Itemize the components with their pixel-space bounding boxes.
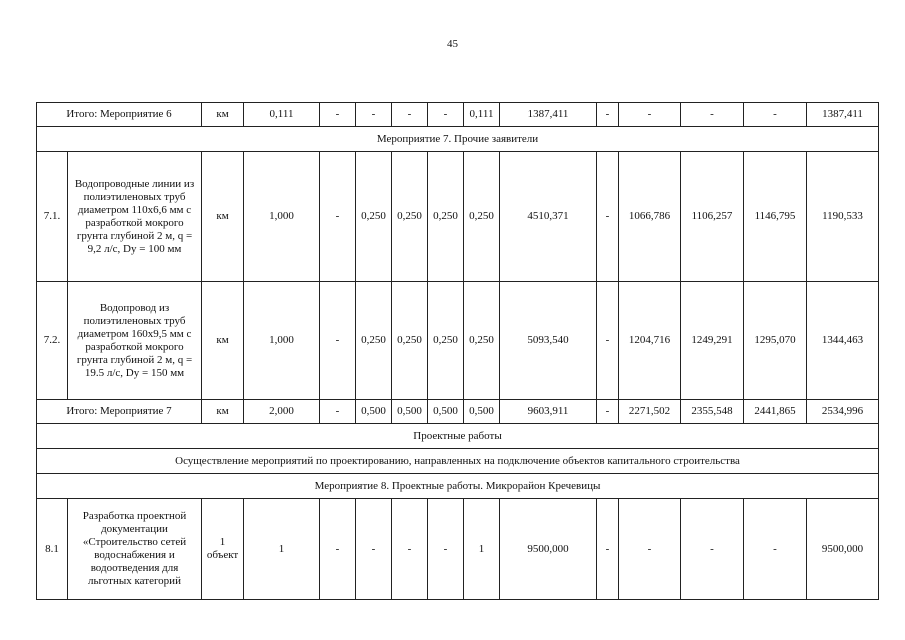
- value-cell: -: [392, 103, 428, 127]
- total-cell: 4510,371: [500, 152, 597, 282]
- table-row-item-8-1: [37, 499, 879, 600]
- value-cell: 0,250: [356, 282, 392, 400]
- value-cell: -: [428, 103, 464, 127]
- value-cell: -: [320, 103, 356, 127]
- value-cell: 0,250: [392, 152, 428, 282]
- table-row-total-7: [37, 400, 879, 424]
- value-cell: 1190,533: [807, 152, 879, 282]
- qty-cell: 1: [244, 499, 320, 600]
- value-cell: 0,250: [464, 282, 500, 400]
- value-cell: 2355,548: [681, 400, 744, 424]
- value-cell: 2271,502: [619, 400, 681, 424]
- budget-table: [36, 102, 879, 600]
- table-row-header-7: [37, 127, 879, 152]
- value-cell: 0,250: [464, 152, 500, 282]
- value-cell: 1106,257: [681, 152, 744, 282]
- value-cell: 1: [464, 499, 500, 600]
- value-cell: 0,250: [356, 152, 392, 282]
- value-cell: 1295,070: [744, 282, 807, 400]
- section-header: Мероприятие 7. Прочие заявители: [37, 127, 879, 152]
- value-cell: -: [320, 400, 356, 424]
- value-cell: -: [320, 499, 356, 600]
- total-cell: 9500,000: [500, 499, 597, 600]
- value-cell: 0,500: [464, 400, 500, 424]
- total-cell: 9603,911: [500, 400, 597, 424]
- total-cell: 1387,411: [500, 103, 597, 127]
- row-description: Водопровод из полиэтиленовых труб диаметром 160х9,5 мм с разработкой мокрого грунта глубиной 2 м, q = 19.5 л/с, Dy = 150 мм: [68, 282, 202, 400]
- value-cell: 0,500: [428, 400, 464, 424]
- value-cell: 1204,716: [619, 282, 681, 400]
- unit-cell: 1 объект: [202, 499, 244, 600]
- value-cell: -: [597, 282, 619, 400]
- value-cell: -: [320, 282, 356, 400]
- value-cell: 2441,865: [744, 400, 807, 424]
- row-number: 8.1: [37, 499, 68, 600]
- value-cell: 1146,795: [744, 152, 807, 282]
- table-row-total-6: [37, 103, 879, 127]
- value-cell: -: [597, 499, 619, 600]
- qty-cell: 0,111: [244, 103, 320, 127]
- value-cell: -: [356, 103, 392, 127]
- value-cell: -: [619, 103, 681, 127]
- value-cell: 0,500: [392, 400, 428, 424]
- value-cell: -: [392, 499, 428, 600]
- value-cell: 1249,291: [681, 282, 744, 400]
- unit-cell: км: [202, 400, 244, 424]
- row-label: Итого: Мероприятие 7: [37, 400, 202, 424]
- value-cell: 0,500: [356, 400, 392, 424]
- row-number: 7.2.: [37, 282, 68, 400]
- row-description: Разработка проектной документации «Строительство сетей водоснабжения и водоотведения для льготных категорий: [68, 499, 202, 600]
- unit-cell: км: [202, 103, 244, 127]
- table-row-section-design: [37, 424, 879, 449]
- row-number: 7.1.: [37, 152, 68, 282]
- row-description: Водопроводные линии из полиэтиленовых труб диаметром 110х6,6 мм с разработкой мокрого грунта глубиной 2 м, q = 9,2 л/с, Dy = 100 мм: [68, 152, 202, 282]
- value-cell: -: [744, 103, 807, 127]
- value-cell: -: [619, 499, 681, 600]
- value-cell: 2534,996: [807, 400, 879, 424]
- table-row-section-design-desc: [37, 449, 879, 474]
- table-row-item-7-1: [37, 152, 879, 282]
- value-cell: 0,250: [392, 282, 428, 400]
- value-cell: -: [744, 499, 807, 600]
- value-cell: -: [681, 103, 744, 127]
- total-cell: 5093,540: [500, 282, 597, 400]
- value-cell: -: [356, 499, 392, 600]
- qty-cell: 2,000: [244, 400, 320, 424]
- value-cell: 9500,000: [807, 499, 879, 600]
- qty-cell: 1,000: [244, 152, 320, 282]
- value-cell: -: [428, 499, 464, 600]
- row-label: Итого: Мероприятие 6: [37, 103, 202, 127]
- qty-cell: 1,000: [244, 282, 320, 400]
- section-description: Осуществление мероприятий по проектированию, направленных на подключение объектов капитального строительства: [37, 449, 879, 474]
- value-cell: -: [597, 103, 619, 127]
- value-cell: 0,250: [428, 282, 464, 400]
- section-header: Мероприятие 8. Проектные работы. Микрорайон Кречевицы: [37, 474, 879, 499]
- value-cell: 1066,786: [619, 152, 681, 282]
- value-cell: -: [597, 400, 619, 424]
- table-row-header-8: [37, 474, 879, 499]
- unit-cell: км: [202, 282, 244, 400]
- table-row-item-7-2: [37, 282, 879, 400]
- value-cell: 0,250: [428, 152, 464, 282]
- value-cell: 0,111: [464, 103, 500, 127]
- section-header: Проектные работы: [37, 424, 879, 449]
- value-cell: 1387,411: [807, 103, 879, 127]
- value-cell: -: [681, 499, 744, 600]
- value-cell: -: [597, 152, 619, 282]
- value-cell: 1344,463: [807, 282, 879, 400]
- value-cell: -: [320, 152, 356, 282]
- page-number: 45: [447, 38, 458, 50]
- unit-cell: км: [202, 152, 244, 282]
